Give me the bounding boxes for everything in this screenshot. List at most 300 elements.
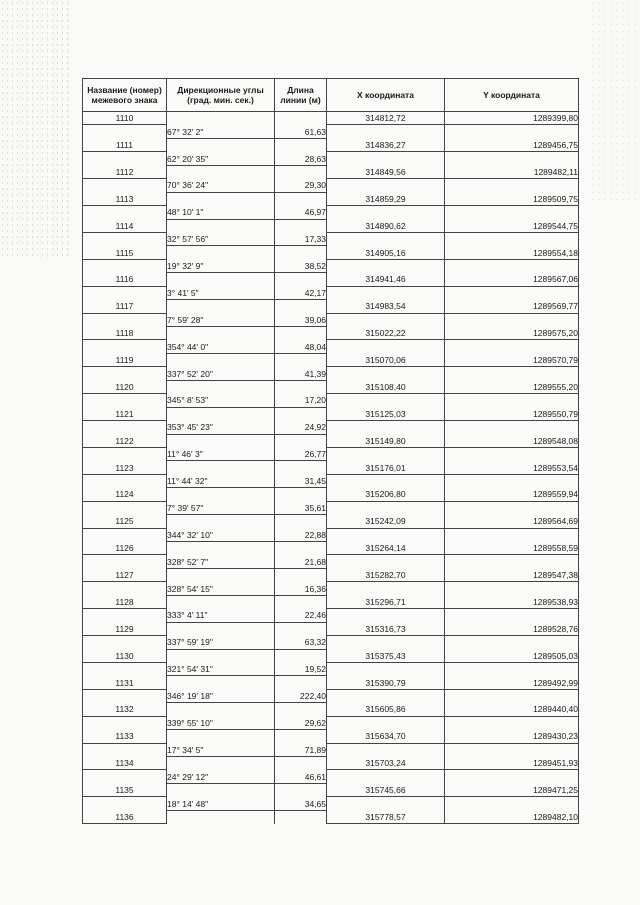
empty-cell — [275, 300, 327, 313]
length-cell: 24,92 — [275, 421, 327, 434]
empty-cell — [445, 125, 579, 138]
bearing-cell: 339° 55' 10" — [167, 716, 275, 729]
point-name-cell: 1134 — [83, 757, 167, 770]
header-x-coordinate: Х координата — [327, 79, 445, 112]
empty-cell — [445, 528, 579, 541]
empty-cell — [275, 246, 327, 259]
empty-cell — [83, 662, 167, 675]
bearing-cell: 328° 54' 15" — [167, 582, 275, 595]
empty-cell — [327, 797, 445, 810]
point-name-cell: 1132 — [83, 703, 167, 716]
x-coordinate-cell: 315206,80 — [327, 488, 445, 501]
table-row — [83, 743, 579, 756]
empty-cell — [83, 394, 167, 407]
x-coordinate-cell: 315634,70 — [327, 730, 445, 743]
x-coordinate-cell: 314941,46 — [327, 273, 445, 286]
table-row — [83, 192, 579, 205]
bearing-cell: 7° 59' 28" — [167, 313, 275, 326]
length-cell: 63,32 — [275, 636, 327, 649]
point-name-cell: 1115 — [83, 246, 167, 259]
empty-cell — [445, 743, 579, 756]
x-coordinate-cell: 314983,54 — [327, 300, 445, 313]
bearing-cell: 337° 59' 19" — [167, 636, 275, 649]
length-cell: 42,17 — [275, 286, 327, 299]
table-row — [83, 528, 579, 541]
y-coordinate-cell: 1289440,40 — [445, 703, 579, 716]
table-row — [83, 636, 579, 649]
empty-cell — [275, 461, 327, 474]
table-row — [83, 595, 579, 608]
empty-cell — [167, 676, 275, 689]
empty-cell — [167, 568, 275, 581]
empty-cell — [83, 474, 167, 487]
empty-cell — [445, 474, 579, 487]
empty-cell — [83, 367, 167, 380]
length-cell: 21,68 — [275, 555, 327, 568]
empty-cell — [275, 112, 327, 125]
y-coordinate-cell: 1289559,94 — [445, 488, 579, 501]
empty-cell — [445, 259, 579, 272]
empty-cell — [167, 380, 275, 393]
empty-cell — [445, 555, 579, 568]
y-coordinate-cell: 1289550,79 — [445, 407, 579, 420]
y-coordinate-cell: 1289570,79 — [445, 353, 579, 366]
x-coordinate-cell: 315745,66 — [327, 783, 445, 796]
y-coordinate-cell: 1289538,93 — [445, 595, 579, 608]
empty-cell — [83, 609, 167, 622]
empty-cell — [327, 286, 445, 299]
table-row — [83, 138, 579, 151]
point-name-cell: 1129 — [83, 622, 167, 635]
x-coordinate-cell: 315108,40 — [327, 380, 445, 393]
empty-cell — [275, 757, 327, 770]
y-coordinate-cell: 1289492,99 — [445, 676, 579, 689]
empty-cell — [275, 542, 327, 555]
table-row — [83, 461, 579, 474]
table-row — [83, 662, 579, 675]
length-cell: 16,36 — [275, 582, 327, 595]
length-cell: 26,77 — [275, 447, 327, 460]
table-row — [83, 273, 579, 286]
empty-cell — [327, 582, 445, 595]
empty-cell — [327, 662, 445, 675]
length-cell: 34,65 — [275, 797, 327, 810]
length-cell: 41,39 — [275, 367, 327, 380]
table-row — [83, 206, 579, 219]
scan-noise — [590, 0, 640, 200]
point-name-cell: 1121 — [83, 407, 167, 420]
point-name-cell: 1114 — [83, 219, 167, 232]
x-coordinate-cell: 315390,79 — [327, 676, 445, 689]
bearing-cell: 32° 57' 56" — [167, 232, 275, 245]
table-row — [83, 474, 579, 487]
empty-cell — [327, 206, 445, 219]
point-name-cell: 1118 — [83, 327, 167, 340]
empty-cell — [445, 206, 579, 219]
empty-cell — [327, 152, 445, 165]
empty-cell — [83, 770, 167, 783]
empty-cell — [167, 703, 275, 716]
table-row — [83, 797, 579, 810]
table-row — [83, 327, 579, 340]
empty-cell — [327, 689, 445, 702]
y-coordinate-cell: 1289505,03 — [445, 649, 579, 662]
table-row — [83, 810, 579, 823]
point-name-cell: 1117 — [83, 300, 167, 313]
empty-cell — [445, 662, 579, 675]
point-name-cell: 1128 — [83, 595, 167, 608]
empty-cell — [275, 407, 327, 420]
empty-cell — [327, 340, 445, 353]
table-row — [83, 568, 579, 581]
empty-cell — [167, 783, 275, 796]
point-name-cell: 1113 — [83, 192, 167, 205]
empty-cell — [167, 488, 275, 501]
empty-cell — [275, 595, 327, 608]
empty-cell — [327, 447, 445, 460]
length-cell: 29,30 — [275, 179, 327, 192]
empty-cell — [275, 488, 327, 501]
empty-cell — [167, 649, 275, 662]
empty-cell — [445, 447, 579, 460]
empty-cell — [327, 179, 445, 192]
bearing-cell: 24° 29' 12" — [167, 770, 275, 783]
empty-cell — [327, 555, 445, 568]
table-row — [83, 689, 579, 702]
empty-cell — [327, 474, 445, 487]
y-coordinate-cell: 1289553,54 — [445, 461, 579, 474]
bearing-cell: 48° 10' 1" — [167, 206, 275, 219]
empty-cell — [275, 783, 327, 796]
empty-cell — [83, 179, 167, 192]
table-row — [83, 286, 579, 299]
table-row — [83, 179, 579, 192]
bearing-cell: 346° 19' 18" — [167, 689, 275, 702]
x-coordinate-cell: 315605,86 — [327, 703, 445, 716]
empty-cell — [167, 300, 275, 313]
table-row — [83, 501, 579, 514]
bearing-cell: 67° 32' 2" — [167, 125, 275, 138]
table-row — [83, 125, 579, 138]
y-coordinate-cell: 1289564,69 — [445, 515, 579, 528]
empty-cell — [167, 407, 275, 420]
bearing-cell: 321° 54' 31" — [167, 662, 275, 675]
y-coordinate-cell: 1289482,11 — [445, 165, 579, 178]
bearing-cell: 18° 14' 48" — [167, 797, 275, 810]
empty-cell — [445, 636, 579, 649]
length-cell: 22,46 — [275, 609, 327, 622]
bearing-cell: 353° 45' 23" — [167, 421, 275, 434]
x-coordinate-cell: 315125,03 — [327, 407, 445, 420]
bearing-cell: 19° 32' 9" — [167, 259, 275, 272]
empty-cell — [275, 810, 327, 823]
length-cell: 48,04 — [275, 340, 327, 353]
length-cell: 35,61 — [275, 501, 327, 514]
point-name-cell: 1110 — [83, 112, 167, 125]
table-row — [83, 380, 579, 393]
empty-cell — [275, 434, 327, 447]
bearing-cell: 7° 39' 57" — [167, 501, 275, 514]
empty-cell — [83, 125, 167, 138]
empty-cell — [83, 528, 167, 541]
y-coordinate-cell: 1289547,38 — [445, 568, 579, 581]
x-coordinate-cell: 315778,57 — [327, 810, 445, 823]
empty-cell — [445, 152, 579, 165]
empty-cell — [275, 273, 327, 286]
empty-cell — [83, 636, 167, 649]
x-coordinate-cell: 314812,72 — [327, 112, 445, 125]
empty-cell — [83, 206, 167, 219]
point-name-cell: 1125 — [83, 515, 167, 528]
table-row — [83, 353, 579, 366]
point-name-cell: 1120 — [83, 380, 167, 393]
y-coordinate-cell: 1289451,93 — [445, 757, 579, 770]
x-coordinate-cell: 315316,73 — [327, 622, 445, 635]
y-coordinate-cell: 1289399,80 — [445, 112, 579, 125]
length-cell: 222,40 — [275, 689, 327, 702]
table-row — [83, 555, 579, 568]
point-name-cell: 1124 — [83, 488, 167, 501]
y-coordinate-cell: 1289558,59 — [445, 542, 579, 555]
bearing-cell: 17° 34' 5" — [167, 743, 275, 756]
bearing-cell: 11° 46' 3" — [167, 447, 275, 460]
empty-cell — [167, 595, 275, 608]
table-row — [83, 300, 579, 313]
x-coordinate-cell: 315296,71 — [327, 595, 445, 608]
x-coordinate-cell: 315703,24 — [327, 757, 445, 770]
bearing-cell: 333° 4' 11" — [167, 609, 275, 622]
bearing-cell: 337° 52' 20" — [167, 367, 275, 380]
table-header-row — [83, 79, 579, 112]
x-coordinate-cell: 314859,29 — [327, 192, 445, 205]
point-name-cell: 1127 — [83, 568, 167, 581]
empty-cell — [327, 743, 445, 756]
empty-cell — [167, 542, 275, 555]
table-row — [83, 340, 579, 353]
table-row — [83, 394, 579, 407]
length-cell: 38,52 — [275, 259, 327, 272]
y-coordinate-cell: 1289569,77 — [445, 300, 579, 313]
table-row — [83, 219, 579, 232]
empty-cell — [327, 125, 445, 138]
boundary-coordinates-table — [82, 78, 579, 824]
length-cell: 22,88 — [275, 528, 327, 541]
empty-cell — [327, 313, 445, 326]
empty-cell — [275, 165, 327, 178]
table-row — [83, 313, 579, 326]
x-coordinate-cell: 315149,80 — [327, 434, 445, 447]
empty-cell — [327, 367, 445, 380]
point-name-cell: 1136 — [83, 810, 167, 823]
table-row — [83, 447, 579, 460]
empty-cell — [275, 380, 327, 393]
table-row — [83, 488, 579, 501]
x-coordinate-cell: 315070,06 — [327, 353, 445, 366]
table-row — [83, 434, 579, 447]
empty-cell — [327, 259, 445, 272]
y-coordinate-cell: 1289456,75 — [445, 138, 579, 151]
x-coordinate-cell: 314849,56 — [327, 165, 445, 178]
empty-cell — [167, 353, 275, 366]
x-coordinate-cell: 314836,27 — [327, 138, 445, 151]
empty-cell — [167, 730, 275, 743]
length-cell: 31,45 — [275, 474, 327, 487]
bearing-cell: 11° 44' 32" — [167, 474, 275, 487]
x-coordinate-cell: 315264,14 — [327, 542, 445, 555]
table-row — [83, 542, 579, 555]
table-row — [83, 716, 579, 729]
empty-cell — [167, 112, 275, 125]
empty-cell — [327, 716, 445, 729]
empty-cell — [445, 501, 579, 514]
empty-cell — [445, 286, 579, 299]
length-cell: 29,62 — [275, 716, 327, 729]
empty-cell — [167, 165, 275, 178]
y-coordinate-cell: 1289528,76 — [445, 622, 579, 635]
table-row — [83, 783, 579, 796]
empty-cell — [327, 421, 445, 434]
table-row — [83, 246, 579, 259]
length-cell: 46,61 — [275, 770, 327, 783]
length-cell: 71,89 — [275, 743, 327, 756]
bearing-cell: 70° 36' 24" — [167, 179, 275, 192]
scan-noise — [0, 0, 72, 260]
empty-cell — [445, 797, 579, 810]
y-coordinate-cell: 1289567,06 — [445, 273, 579, 286]
table-row — [83, 730, 579, 743]
y-coordinate-cell: 1289544,75 — [445, 219, 579, 232]
table-row — [83, 703, 579, 716]
empty-cell — [275, 730, 327, 743]
table-row — [83, 582, 579, 595]
empty-cell — [275, 515, 327, 528]
empty-cell — [83, 421, 167, 434]
y-coordinate-cell: 1289575,20 — [445, 327, 579, 340]
table-row — [83, 757, 579, 770]
point-name-cell: 1135 — [83, 783, 167, 796]
table-row — [83, 515, 579, 528]
empty-cell — [83, 447, 167, 460]
table-row — [83, 609, 579, 622]
empty-cell — [327, 609, 445, 622]
table-row — [83, 770, 579, 783]
empty-cell — [167, 138, 275, 151]
empty-cell — [167, 515, 275, 528]
point-name-cell: 1130 — [83, 649, 167, 662]
point-name-cell: 1133 — [83, 730, 167, 743]
empty-cell — [83, 313, 167, 326]
empty-cell — [167, 622, 275, 635]
empty-cell — [327, 232, 445, 245]
empty-cell — [83, 286, 167, 299]
length-cell: 17,20 — [275, 394, 327, 407]
table-row — [83, 649, 579, 662]
length-cell: 61,63 — [275, 125, 327, 138]
bearing-cell: 354° 44' 0" — [167, 340, 275, 353]
empty-cell — [445, 367, 579, 380]
empty-cell — [275, 327, 327, 340]
empty-cell — [83, 501, 167, 514]
empty-cell — [275, 219, 327, 232]
empty-cell — [83, 716, 167, 729]
empty-cell — [275, 703, 327, 716]
point-name-cell: 1116 — [83, 273, 167, 286]
empty-cell — [445, 232, 579, 245]
empty-cell — [167, 219, 275, 232]
empty-cell — [275, 568, 327, 581]
y-coordinate-cell: 1289554,18 — [445, 246, 579, 259]
empty-cell — [83, 152, 167, 165]
y-coordinate-cell: 1289430,23 — [445, 730, 579, 743]
empty-cell — [275, 192, 327, 205]
empty-cell — [327, 636, 445, 649]
empty-cell — [327, 770, 445, 783]
empty-cell — [167, 810, 275, 823]
table-row — [83, 165, 579, 178]
empty-cell — [167, 757, 275, 770]
empty-cell — [167, 192, 275, 205]
y-coordinate-cell: 1289509,75 — [445, 192, 579, 205]
empty-cell — [445, 689, 579, 702]
empty-cell — [275, 353, 327, 366]
empty-cell — [445, 313, 579, 326]
header-bearing: Дирекционные углы (град. мин. сек.) — [167, 79, 275, 112]
empty-cell — [275, 622, 327, 635]
x-coordinate-cell: 315375,43 — [327, 649, 445, 662]
empty-cell — [275, 676, 327, 689]
empty-cell — [275, 649, 327, 662]
empty-cell — [445, 716, 579, 729]
empty-cell — [83, 582, 167, 595]
empty-cell — [445, 394, 579, 407]
length-cell: 19,52 — [275, 662, 327, 675]
point-name-cell: 1122 — [83, 434, 167, 447]
point-name-cell: 1123 — [83, 461, 167, 474]
length-cell: 28,63 — [275, 152, 327, 165]
empty-cell — [327, 528, 445, 541]
point-name-cell: 1126 — [83, 542, 167, 555]
empty-cell — [167, 327, 275, 340]
empty-cell — [83, 689, 167, 702]
header-y-coordinate: Y координата — [445, 79, 579, 112]
x-coordinate-cell: 315242,09 — [327, 515, 445, 528]
empty-cell — [83, 232, 167, 245]
length-cell: 39,06 — [275, 313, 327, 326]
empty-cell — [83, 797, 167, 810]
empty-cell — [83, 259, 167, 272]
x-coordinate-cell: 314890,62 — [327, 219, 445, 232]
table-row — [83, 676, 579, 689]
x-coordinate-cell: 315176,01 — [327, 461, 445, 474]
empty-cell — [445, 340, 579, 353]
point-name-cell: 1119 — [83, 353, 167, 366]
empty-cell — [327, 501, 445, 514]
point-name-cell: 1131 — [83, 676, 167, 689]
y-coordinate-cell: 1289471,25 — [445, 783, 579, 796]
empty-cell — [83, 340, 167, 353]
empty-cell — [167, 246, 275, 259]
table-row — [83, 407, 579, 420]
empty-cell — [83, 743, 167, 756]
table-row — [83, 232, 579, 245]
table-row — [83, 622, 579, 635]
table-row — [83, 367, 579, 380]
bearing-cell: 62° 20' 35" — [167, 152, 275, 165]
bearing-cell: 3° 41' 5" — [167, 286, 275, 299]
table-row — [83, 259, 579, 272]
bearing-cell: 328° 52' 7" — [167, 555, 275, 568]
empty-cell — [167, 461, 275, 474]
